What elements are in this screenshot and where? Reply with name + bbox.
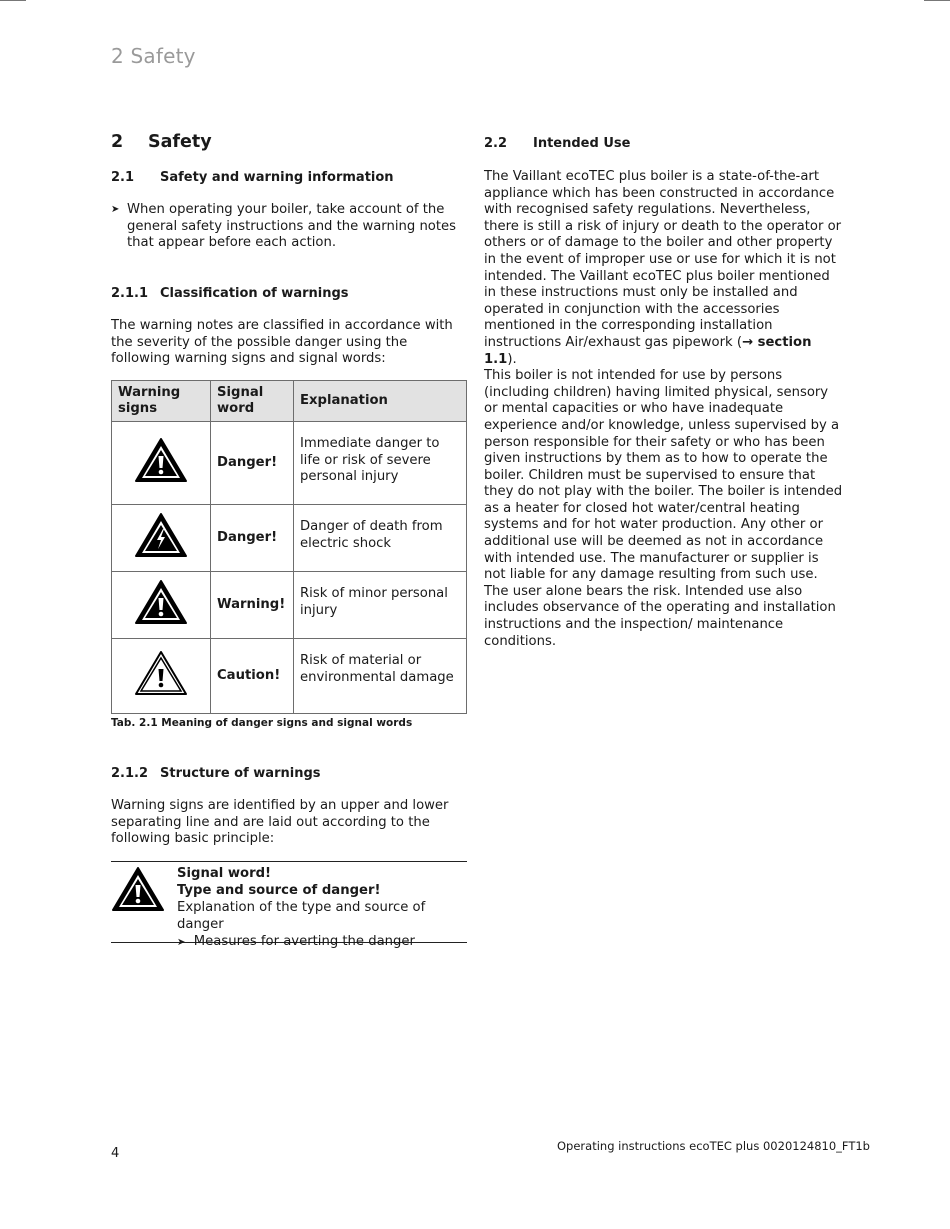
table-row bbox=[112, 639, 467, 714]
intended-use-paragraph-2: This boiler is not intended for use by persons (including children) having limited physical, sensory or mental capacities or who have inadequate experience and/or knowledge, unless supervised by a person responsible for their safety or who has been given instructions by them as to how to operate the boiler. Children must be supervised to ensure that they do not play with the boiler. The boiler is intended as a heater for closed hot water/central heating systems and for hot water production. Any other or additional use will be deemed as not in accordance with intended use. The manufacturer or supplier is not liable for any damage resulting from such use. The user alone bears the risk. Intended use also includes observance of the operating and installation instructions and the inspection/ maintenance conditions. bbox=[484, 368, 843, 649]
electric-shock-triangle-icon bbox=[134, 512, 188, 558]
table-caption: Tab. 2.1 Meaning of danger signs and signal words bbox=[111, 717, 413, 729]
warning-triangle-exclamation-icon bbox=[111, 866, 165, 912]
section-title: Safety bbox=[148, 132, 212, 152]
warning-sign-cell bbox=[112, 639, 211, 714]
section-number: 2.1.1 bbox=[111, 286, 149, 301]
warning-classification-table bbox=[111, 380, 467, 714]
section-2-1-2-heading bbox=[111, 766, 321, 781]
section-number: 2.1 bbox=[111, 170, 135, 185]
section-2-heading bbox=[111, 132, 212, 152]
explanation: Risk of minor personal injury bbox=[294, 572, 467, 639]
section-2-1-heading bbox=[111, 170, 394, 185]
bullet-arrow-icon: ➤ bbox=[177, 937, 186, 948]
header-explanation: Explanation bbox=[294, 381, 467, 422]
measure-line bbox=[177, 933, 467, 951]
table-row bbox=[112, 505, 467, 572]
explanation: Risk of material or environmental damage bbox=[294, 639, 467, 714]
signal-word: Warning! bbox=[211, 572, 294, 639]
bullet-text: When operating your boiler, take account of the general safety instructions and the warning notes that appear before each action. bbox=[127, 202, 457, 251]
crop-mark-left bbox=[0, 0, 26, 1]
explanation: Immediate danger to life or risk of severe personal injury bbox=[294, 422, 467, 505]
signal-word-line: Signal word! bbox=[177, 866, 272, 881]
warning-structure-example bbox=[111, 861, 467, 949]
section-title: Structure of warnings bbox=[160, 766, 321, 781]
explanation-line: Explanation of the type and source of danger bbox=[177, 900, 426, 932]
explanation: Danger of death from electric shock bbox=[294, 505, 467, 572]
warning-triangle-exclamation-icon bbox=[134, 437, 188, 483]
table-row bbox=[112, 422, 467, 505]
intended-use-paragraph-1: The Vaillant ecoTEC plus boiler is a state-of-the-art appliance which has been constructed in accordance with recognised safety regulations. Nevertheless, there is still a risk of injury or death to the operator or others or of damage to the boiler and other property in the event of improper use or use for which it is not intended. The Vaillant ecoTEC plus boiler mentioned in these instructions must only be installed and operated in conjunction with the accessories mentioned in the corresponding installation instructions Air/exhaust gas pipework ( bbox=[484, 169, 842, 350]
section-title: Classification of warnings bbox=[160, 286, 349, 301]
warning-sign-cell bbox=[112, 505, 211, 572]
header-warning-signs: Warning signs bbox=[112, 381, 211, 422]
warning-sign-cell bbox=[112, 572, 211, 639]
classification-text: The warning notes are classified in accordance with the severity of the possible danger using the following warning signs and signal words: bbox=[111, 318, 453, 367]
section-title: Safety and warning information bbox=[160, 170, 394, 185]
intended-use-text bbox=[484, 169, 844, 650]
header-signal-word: Signal word bbox=[211, 381, 294, 422]
crop-mark-right bbox=[924, 0, 950, 1]
warning-triangle-exclamation-icon bbox=[134, 579, 188, 625]
page-number: 4 bbox=[111, 1146, 120, 1161]
section-2-1-1-heading bbox=[111, 286, 349, 301]
structure-text: Warning signs are identified by an upper and lower separating line and are laid out according to the following basic principle: bbox=[111, 798, 449, 847]
table-header-row bbox=[112, 381, 467, 422]
danger-type-line: Type and source of danger! bbox=[177, 883, 381, 898]
section-reference-link[interactable]: → section 1.1 bbox=[484, 334, 812, 367]
section-2-2-heading bbox=[484, 136, 630, 151]
section-title: Intended Use bbox=[533, 136, 631, 151]
table-row bbox=[112, 572, 467, 639]
signal-word: Danger! bbox=[211, 505, 294, 572]
footer-doc-reference: Operating instructions ecoTEC plus 0020124810_FT1b bbox=[557, 1139, 870, 1153]
measure-text: Measures for averting the danger bbox=[193, 934, 415, 949]
warning-sign-cell bbox=[112, 422, 211, 505]
signal-word: Caution! bbox=[211, 639, 294, 714]
safety-bullet bbox=[111, 202, 467, 252]
caution-triangle-outline-icon bbox=[134, 650, 188, 696]
signal-word: Danger! bbox=[211, 422, 294, 505]
section-number: 2.1.2 bbox=[111, 766, 149, 781]
running-head: 2 Safety bbox=[111, 44, 196, 68]
section-number: 2.2 bbox=[484, 136, 508, 151]
structure-text-block bbox=[177, 865, 467, 951]
section-number: 2 bbox=[111, 132, 124, 152]
paragraph-1-end: ). bbox=[507, 351, 517, 367]
bullet-arrow-icon: ➤ bbox=[111, 204, 120, 215]
